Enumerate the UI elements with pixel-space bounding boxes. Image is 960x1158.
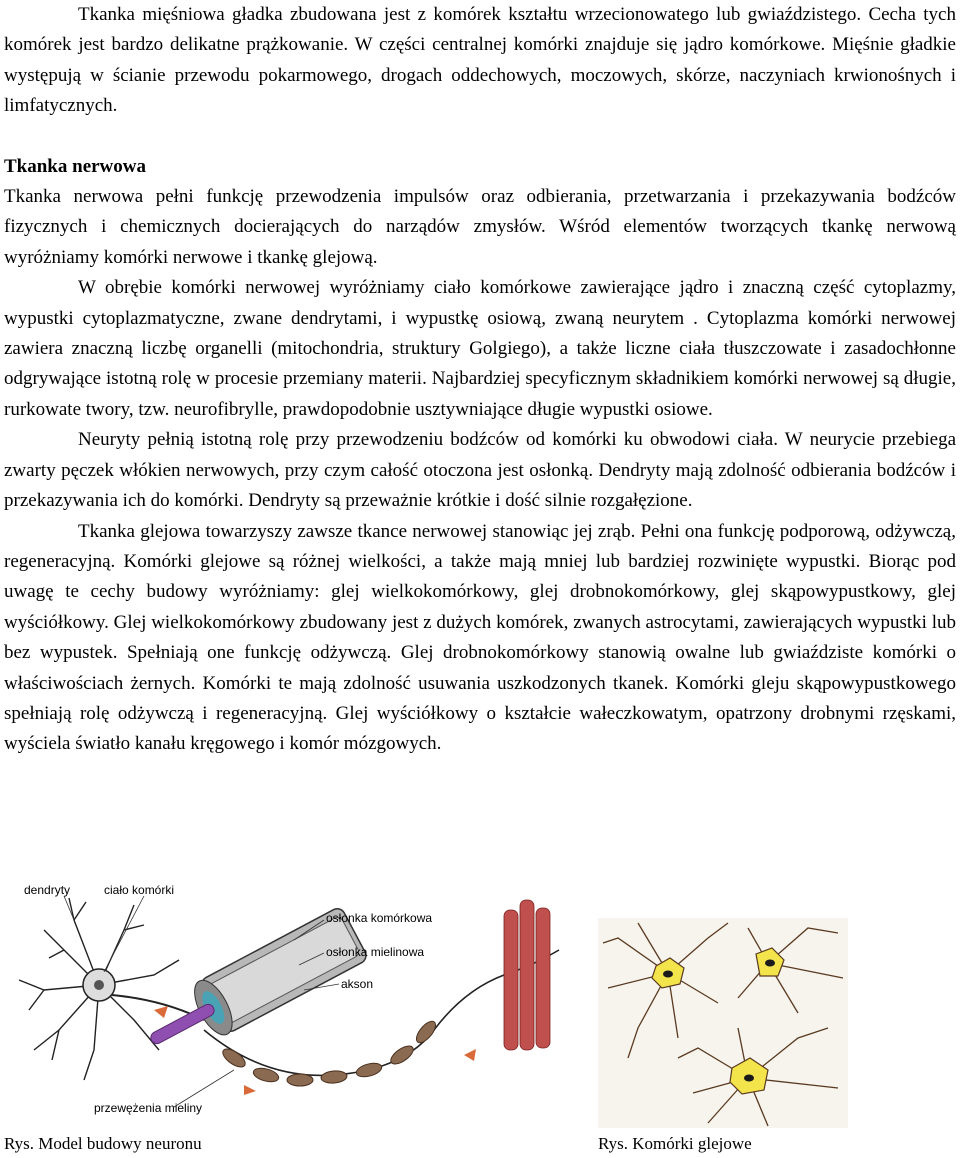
label-nodes: przewężenia mieliny — [94, 1101, 203, 1115]
document-text — [4, 0, 956, 760]
section-heading: Tkanka nerwowa — [4, 155, 146, 177]
intro-paragraph: Tkanka mięśniowa gładka zbudowana jest z komórek kształtu wrzecionowatego lub gwiaździstego. Cecha tych komórek jest bardzo delikatne prążkowanie. W części centralnej komórki znajduje się jądro komórkowe. Mięśnie gładkie występują w ścianie przewodu pokarmowego, drogach oddechowych, moczowych, skórze, naczyniach krwionośnych i limfatycznych. — [4, 4, 956, 117]
neuron-figure — [4, 880, 564, 1130]
paragraph-2: W obrębie komórki nerwowej wyróżniamy ciało komórkowe zawierające jądro i znaczną część cytoplazmy, wypustki cytoplazmatyczne, zwane dendrytami, i wypustkę osiową, zwaną neurytem . Cytoplazma komórki nerwowej zawiera znaczną liczbę organelli (mitochondria, struktury Golgiego), a także liczne ciała tłuszczowate i zasadochłonne odgrywające istotną rolę w procesie przemiany materii. Najbardziej specyficznym składnikiem komórki nerwowej są długie, rurkowate twory, tzw. neurofibrylle, prawdopodobnie usztywniające długie wypustki osiowe. — [4, 277, 956, 420]
label-axon: akson — [341, 977, 374, 991]
paragraph-4: Tkanka glejowa towarzyszy zawsze tkance nerwowej stanowiąc jej zrąb. Pełni ona funkcję podporową, odżywczą, regeneracyjną. Komórki glejowe są różnej wielkości, a także mają mniej lub bardziej rozwinięte wypustki. Biorąc pod uwagę te cechy budowy wyróżniamy: glej wielkokomórkowy, glej drobnokomórkowy, glej skąpowypustkowy, glej wyściółkowy. Glej wielkokomórkowy zbudowany jest z dużych komórek, zwanych astrocytami, zawierających wypustki lub bez wypustek. Spełniają one funkcję odżywczą. Glej drobnokomórkowy stanowią owalne lub gwiaździste komórki o właściwościach żernych. Komórki te mają zdolność usuwania uszkodzonych tkanek. Komórki gleju skąpowypustkowego spełniają rolę odżywczą i regeneracyjną. Glej wyściółkowy o kształcie wałeczkowatym, opatrzony drobnymi rzęskami, wyściela światło kanału kręgowego i komór mózgowych. — [4, 520, 956, 755]
glia-figure — [598, 918, 848, 1128]
label-dendrites: dendryty — [24, 883, 71, 897]
label-myelin-sheath: osłonka mielinowa — [326, 945, 425, 959]
neuron-caption: Rys. Model budowy neuronu — [4, 1134, 202, 1153]
label-cell-sheath: osłonka komórkowa — [326, 911, 433, 925]
glia-caption: Rys. Komórki glejowe — [598, 1134, 752, 1153]
paragraph-1: Tkanka nerwowa pełni funkcję przewodzenia impulsów oraz odbierania, przetwarzania i przekazywania bodźców fizycznych i chemicznych docierających do narządów zmysłów. Wśród elementów tworzących tkankę nerwową wyróżniamy komórki nerwowe i tkankę glejową. — [4, 186, 956, 268]
paragraph-3: Neuryty pełnią istotną rolę przy przewodzeniu bodźców od komórki ku obwodowi ciała. W neurycie przebiega zwarty pęczek włókien nerwowych, przy czym całość otoczona jest osłonką. Dendryty mają zdolność odbierania bodźców i przekazywania ich do komórki. Dendryty są przeważnie krótkie i dość silnie rozgałęzione. — [4, 429, 956, 512]
label-cell-body: ciało komórki — [104, 883, 175, 897]
